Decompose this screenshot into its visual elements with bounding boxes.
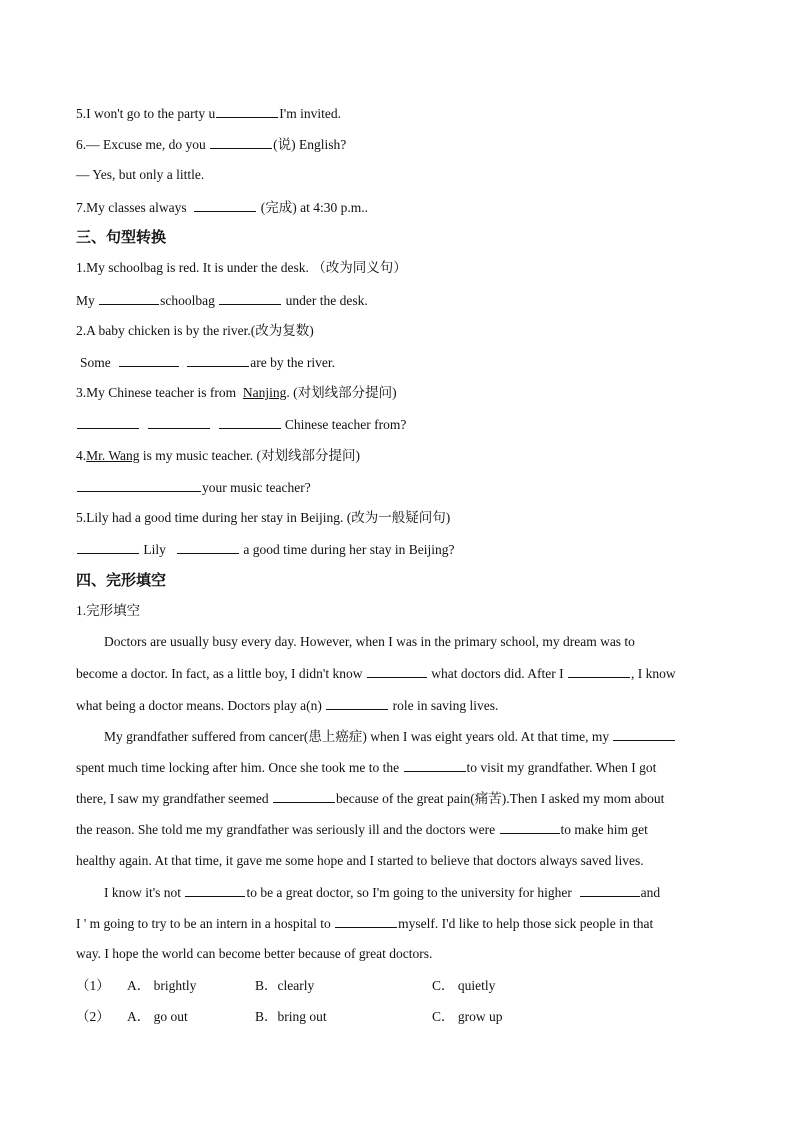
text-run: to make him get — [560, 822, 648, 837]
answer-text: schoolbag — [160, 293, 215, 308]
answer-blank[interactable] — [77, 414, 139, 429]
prompt-text: is my music teacher. (对划线部分提问) — [139, 448, 361, 463]
prompt-text: . (对划线部分提问) — [286, 385, 397, 400]
answer-blank[interactable] — [187, 352, 249, 367]
question-text: I'm invited. — [279, 106, 341, 121]
option-b[interactable]: B．bring out — [255, 1009, 327, 1024]
answer-text: My — [76, 293, 95, 308]
paragraph-line — [76, 913, 722, 934]
text-run: what being a doctor means. Doctors play a(n) — [76, 698, 322, 713]
transform-q1-prompt: 1.My schoolbag is red. It is under the desk. （改为同义句） — [76, 260, 407, 275]
underlined-word: Mr. Wang — [86, 448, 140, 463]
paragraph-line: way. I hope the world can become better because of great doctors. — [76, 946, 433, 961]
answer-text: Some — [80, 355, 111, 370]
fill-question-6-reply: — Yes, but only a little. — [76, 167, 205, 182]
cloze-subheading: 1.完形填空 — [76, 603, 141, 618]
option-c[interactable]: C． quietly — [432, 978, 496, 993]
fill-question-7 — [76, 197, 722, 218]
text-run: role in saving lives. — [392, 698, 499, 713]
answer-blank[interactable] — [77, 477, 201, 492]
answer-text: Chinese teacher from? — [284, 417, 407, 432]
transform-q3-answer — [76, 414, 722, 435]
transform-q5-answer — [76, 539, 722, 560]
transform-q2-prompt: 2.A baby chicken is by the river.(改为复数) — [76, 323, 314, 338]
option-b[interactable]: B．clearly — [255, 978, 315, 993]
answer-blank[interactable] — [219, 290, 281, 305]
paragraph-line — [76, 695, 722, 716]
answer-blank[interactable] — [273, 788, 335, 803]
fill-question-5 — [76, 103, 722, 124]
text-run: what doctors did. After I — [431, 666, 564, 681]
text-run: I ' m going to try to be an intern in a hospital to — [76, 916, 331, 931]
paragraph-line — [104, 726, 722, 747]
paragraph-line — [76, 819, 722, 840]
transform-q4-prompt — [76, 446, 722, 466]
question-text: 7.My classes always — [76, 200, 187, 215]
answer-blank[interactable] — [404, 757, 466, 772]
option-number: （1） — [76, 978, 110, 993]
paragraph-line: Doctors are usually busy every day. However, when I was in the primary school, my dream was to — [104, 634, 635, 649]
transform-q3-prompt — [76, 383, 722, 403]
answer-text: your music teacher? — [202, 480, 311, 495]
answer-blank[interactable] — [568, 663, 630, 678]
answer-blank[interactable] — [326, 695, 388, 710]
answer-blank[interactable] — [185, 882, 245, 897]
section-heading-transform: 三、句型转换 — [76, 228, 167, 246]
prompt-text: 4. — [76, 448, 87, 463]
paragraph-line: healthy again. At that time, it gave me some hope and I started to believe that doctors always saved lives. — [76, 853, 644, 868]
answer-text: Lily — [143, 542, 166, 557]
text-run: I know it's not — [104, 885, 182, 900]
text-run: , I know — [630, 666, 676, 681]
paragraph-line — [76, 663, 722, 684]
paragraph-line — [76, 788, 722, 809]
text-run: there, I saw my grandfather seemed — [76, 791, 269, 806]
answer-blank[interactable] — [77, 539, 139, 554]
answer-blank[interactable] — [216, 103, 278, 118]
answer-blank[interactable] — [367, 663, 427, 678]
text-run: because of the great pain(痛苦).Then I asked my mom about — [336, 791, 665, 806]
answer-blank[interactable] — [210, 134, 272, 149]
text-run: become a doctor. In fact, as a little boy, I didn't know — [76, 666, 363, 681]
answer-blank[interactable] — [119, 352, 179, 367]
text-run: to be a great doctor, so I'm going to the university for higher — [246, 885, 572, 900]
text-run: spent much time locking after him. Once she took me to the — [76, 760, 400, 775]
fill-question-6 — [76, 134, 722, 155]
question-text: 5.I won't go to the party u — [76, 106, 216, 121]
answer-text: are by the river. — [250, 355, 335, 370]
text-run: My grandfather suffered from cancer(患上癌症) when I was eight years old. At that time, my — [104, 729, 610, 744]
text-run: the reason. She told me my grandfather was seriously ill and the doctors were — [76, 822, 496, 837]
prompt-text: 3.My Chinese teacher is from — [76, 385, 237, 400]
question-text: (完成) at 4:30 p.m.. — [260, 200, 368, 215]
question-text: (说) English? — [273, 137, 347, 152]
answer-blank[interactable] — [219, 414, 281, 429]
paragraph-line — [76, 757, 722, 778]
answer-blank[interactable] — [613, 726, 675, 741]
transform-q5-prompt: 5.Lily had a good time during her stay in Beijing. (改为一般疑问句) — [76, 510, 451, 525]
transform-q2-answer — [80, 352, 722, 373]
option-a[interactable]: A． go out — [127, 1009, 188, 1024]
paragraph-line — [104, 882, 722, 903]
section-heading-cloze: 四、完形填空 — [76, 571, 167, 589]
underlined-word: Nanjing — [242, 385, 287, 400]
text-run: myself. I'd like to help those sick people in that — [398, 916, 654, 931]
answer-blank[interactable] — [177, 539, 239, 554]
answer-blank[interactable] — [580, 882, 640, 897]
option-c[interactable]: C． grow up — [432, 1009, 503, 1024]
answer-blank[interactable] — [500, 819, 560, 834]
answer-text: a good time during her stay in Beijing? — [243, 542, 455, 557]
answer-text: under the desk. — [285, 293, 368, 308]
text-run: to visit my grandfather. When I got — [466, 760, 657, 775]
text-run: and — [640, 885, 661, 900]
option-number: （2） — [76, 1009, 110, 1024]
transform-q4-answer — [76, 477, 722, 498]
answer-blank[interactable] — [194, 197, 256, 212]
transform-q1-answer — [76, 290, 722, 311]
answer-blank[interactable] — [335, 913, 397, 928]
option-a[interactable]: A． brightly — [127, 978, 197, 993]
answer-blank[interactable] — [148, 414, 210, 429]
answer-blank[interactable] — [99, 290, 159, 305]
question-text: 6.— Excuse me, do you — [76, 137, 206, 152]
